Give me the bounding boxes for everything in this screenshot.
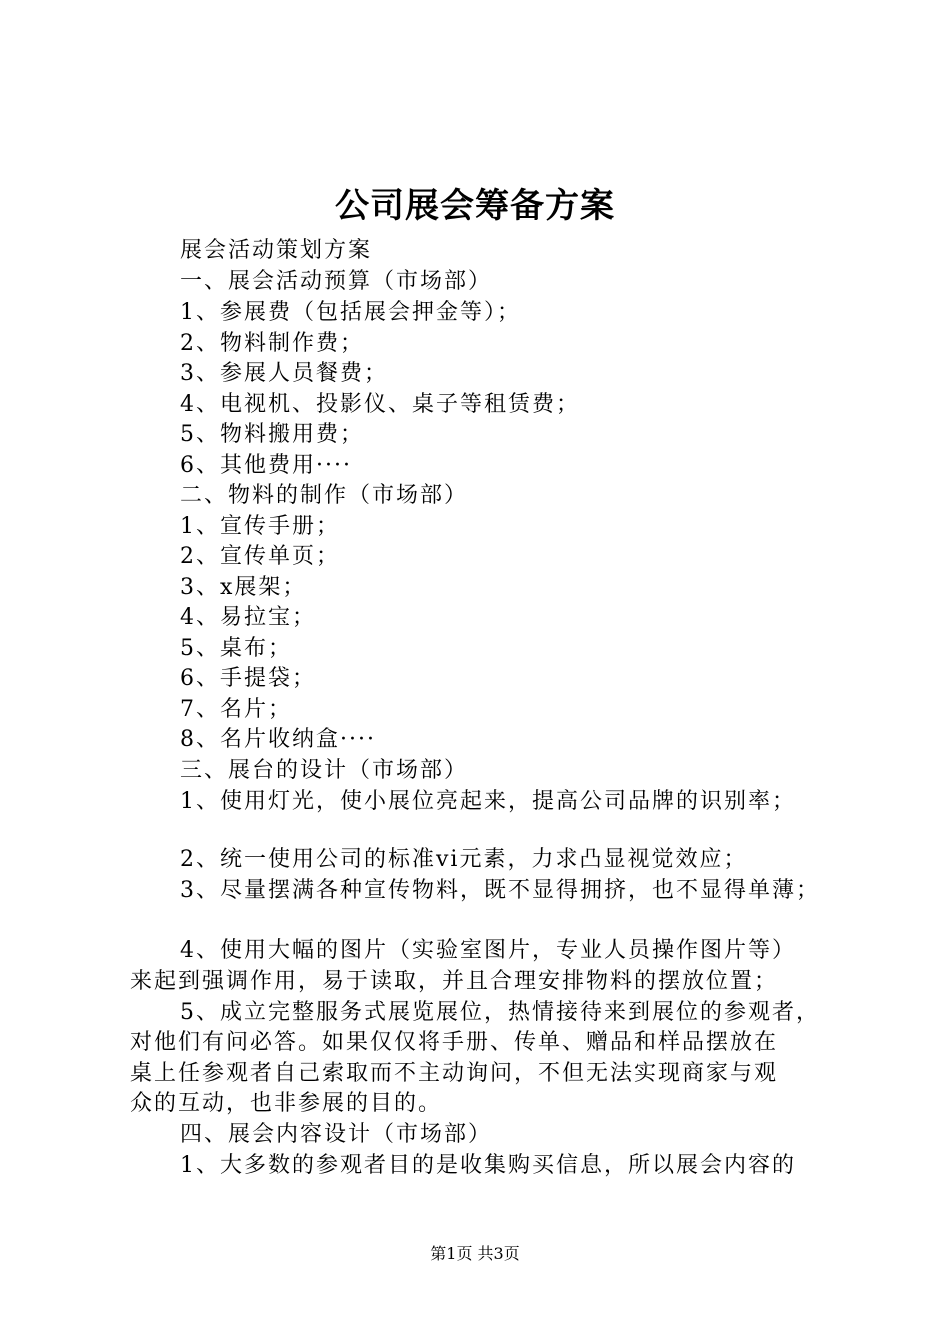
- list-item: 7、名片；: [180, 697, 292, 722]
- list-item: 1、宣传手册；: [180, 514, 340, 539]
- list-item: 6、其他费用····: [180, 453, 352, 478]
- list-item: 5、物料搬用费；: [180, 422, 364, 447]
- list-item: 3、参展人员餐费；: [180, 361, 388, 386]
- section-heading: 三、展台的设计（市场部）: [180, 758, 469, 783]
- list-item: 1、参展费（包括展会押金等）；: [180, 300, 521, 325]
- text-line: 众的互动，也非参展的目的。: [130, 1091, 443, 1116]
- list-item: 1、使用灯光，使小展位亮起来，提高公司品牌的识别率；: [180, 789, 796, 814]
- section-heading: 一、展会活动预算（市场部）: [180, 269, 493, 294]
- list-item: 4、使用大幅的图片（实验室图片，专业人员操作图片等）: [180, 938, 796, 963]
- text-line: 桌上任参观者自己索取而不主动询问，不但无法实现商家与观: [130, 1061, 779, 1086]
- list-item: 3、x展架；: [180, 575, 307, 600]
- page-number: 第1页 共3页: [430, 1244, 520, 1263]
- section-heading: 四、展会内容设计（市场部）: [180, 1122, 493, 1147]
- list-item: 6、手提袋；: [180, 666, 316, 691]
- text-line: 对他们有问必答。如果仅仅将手册、传单、赠品和样品摆放在: [130, 1030, 779, 1055]
- document-title: 公司展会筹备方案: [335, 186, 615, 226]
- list-item: 8、名片收纳盒····: [180, 727, 376, 752]
- list-item: 5、桌布；: [180, 636, 292, 661]
- list-item: 2、统一使用公司的标准vi元素，力求凸显视觉效应；: [180, 847, 748, 872]
- section-heading: 二、物料的制作（市场部）: [180, 483, 469, 508]
- list-item: 4、易拉宝；: [180, 605, 316, 630]
- list-item: 5、成立完整服务式展览展位，热情接待来到展位的参观者，: [180, 1000, 820, 1025]
- list-item: 2、宣传单页；: [180, 544, 340, 569]
- list-item: 1、大多数的参观者目的是收集购买信息，所以展会内容的: [180, 1153, 796, 1178]
- list-item: 2、物料制作费；: [180, 331, 364, 356]
- text-line: 来起到强调作用，易于读取，并且合理安排物料的摆放位置；: [130, 969, 779, 994]
- list-item: 4、电视机、投影仪、桌子等租赁费；: [180, 392, 580, 417]
- text-line: 展会活动策划方案: [180, 238, 373, 263]
- list-item: 3、尽量摆满各种宣传物料，既不显得拥挤，也不显得单薄；: [180, 878, 820, 903]
